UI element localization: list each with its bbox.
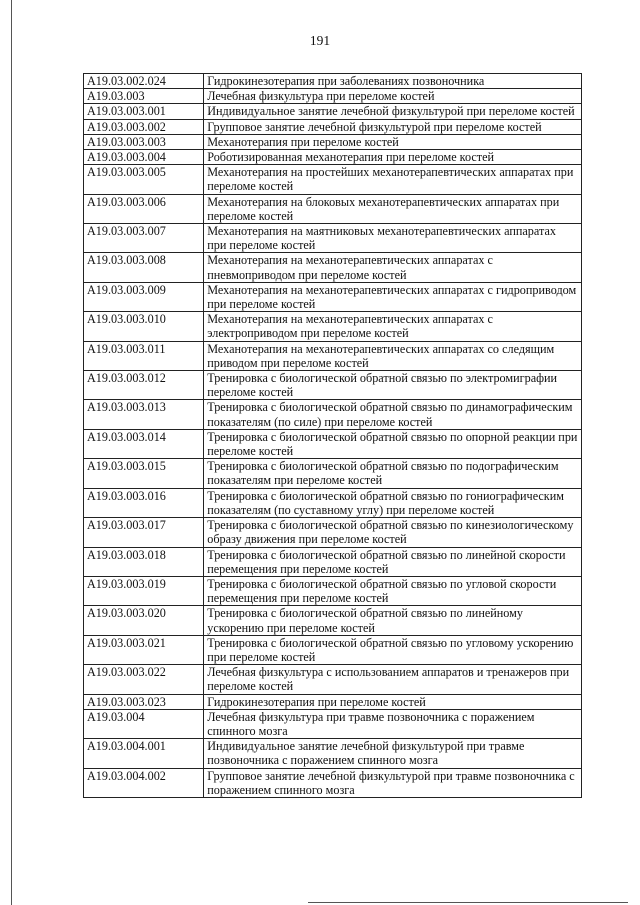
service-code-cell: A19.03.003.016	[84, 488, 204, 517]
table-row	[84, 104, 582, 119]
service-code-cell: A19.03.003.009	[84, 282, 204, 311]
service-code-cell: A19.03.003.018	[84, 547, 204, 576]
table-row	[84, 709, 582, 738]
service-name-cell: Групповое занятие лечебной физкультурой при переломе костей	[204, 119, 582, 134]
table-row	[84, 739, 582, 768]
table-row	[84, 194, 582, 223]
table-row	[84, 312, 582, 341]
service-code-cell: A19.03.003.022	[84, 665, 204, 694]
service-code-cell: A19.03.003.008	[84, 253, 204, 282]
service-name-cell: Тренировка с биологической обратной связью по подографическим показателям при переломе костей	[204, 459, 582, 488]
table-row	[84, 768, 582, 797]
service-name-cell: Роботизированная механотерапия при переломе костей	[204, 150, 582, 165]
service-code-cell: A19.03.003.013	[84, 400, 204, 429]
page-number: 191	[309, 33, 331, 48]
service-code-cell: A19.03.003.014	[84, 429, 204, 458]
table-row	[84, 518, 582, 547]
service-code-cell: A19.03.003.021	[84, 635, 204, 664]
service-name-cell: Гидрокинезотерапия при переломе костей	[204, 694, 582, 709]
table-row	[84, 606, 582, 635]
service-code-cell: A19.03.004.002	[84, 768, 204, 797]
table-row	[84, 665, 582, 694]
service-code-cell: A19.03.004	[84, 709, 204, 738]
service-name-cell: Тренировка с биологической обратной связью по электромиграфии переломе костей	[204, 371, 582, 400]
table-row	[84, 341, 582, 370]
service-code-cell: A19.03.003.023	[84, 694, 204, 709]
scan-left-edge-line	[11, 0, 12, 905]
service-code-cell: A19.03.003.015	[84, 459, 204, 488]
service-code-cell: A19.03.003.019	[84, 576, 204, 605]
service-name-cell: Тренировка с биологической обратной связью по угловому ускорению при переломе костей	[204, 635, 582, 664]
service-name-cell: Механотерапия на механотерапевтических аппаратах с электроприводом при переломе костей	[204, 312, 582, 341]
scan-bottom-edge-line	[308, 902, 628, 903]
table-row	[84, 119, 582, 134]
service-code-cell: A19.03.003.007	[84, 224, 204, 253]
service-name-cell: Механотерапия на механотерапевтических аппаратах с пневмоприводом при переломе костей	[204, 253, 582, 282]
service-name-cell: Тренировка с биологической обратной связью по динамографическим показателям (по силе) при переломе костей	[204, 400, 582, 429]
table-row	[84, 253, 582, 282]
service-code-cell: A19.03.003.010	[84, 312, 204, 341]
service-name-cell: Тренировка с биологической обратной связью по кинезиологическому образу движения при переломе костей	[204, 518, 582, 547]
service-code-cell: A19.03.003.011	[84, 341, 204, 370]
service-name-cell: Механотерапия на блоковых механотерапевтических аппаратах при переломе костей	[204, 194, 582, 223]
service-name-cell: Механотерапия на механотерапевтических аппаратах со следящим приводом при переломе костей	[204, 341, 582, 370]
service-name-cell: Групповое занятие лечебной физкультурой при травме позвоночника с поражением спинного мозга	[204, 768, 582, 797]
table-row	[84, 429, 582, 458]
table-row	[84, 400, 582, 429]
service-code-cell: A19.03.003.017	[84, 518, 204, 547]
service-code-cell: A19.03.003.004	[84, 150, 204, 165]
service-code-cell: A19.03.003.005	[84, 165, 204, 194]
table-row	[84, 459, 582, 488]
table-row	[84, 74, 582, 89]
table-row	[84, 547, 582, 576]
service-name-cell: Тренировка с биологической обратной связью по линейной скорости перемещения при переломе костей	[204, 547, 582, 576]
table-row	[84, 576, 582, 605]
service-name-cell: Тренировка с биологической обратной связью по линейному ускорению при переломе костей	[204, 606, 582, 635]
services-table-body	[84, 74, 582, 798]
service-code-cell: A19.03.003.012	[84, 371, 204, 400]
table-row	[84, 89, 582, 104]
table-row	[84, 165, 582, 194]
service-code-cell: A19.03.003.002	[84, 119, 204, 134]
service-code-cell: A19.03.003	[84, 89, 204, 104]
service-name-cell: Лечебная физкультура при травме позвоночника с поражением спинного мозга	[204, 709, 582, 738]
service-name-cell: Тренировка с биологической обратной связью по угловой скорости перемещения при переломе костей	[204, 576, 582, 605]
table-row	[84, 694, 582, 709]
service-name-cell: Лечебная физкультура с использованием аппаратов и тренажеров при переломе костей	[204, 665, 582, 694]
service-name-cell: Механотерапия на механотерапевтических аппаратах с гидроприводом при переломе костей	[204, 282, 582, 311]
service-code-cell: A19.03.004.001	[84, 739, 204, 768]
service-code-cell: A19.03.003.006	[84, 194, 204, 223]
service-code-cell: A19.03.003.003	[84, 134, 204, 149]
table-row	[84, 371, 582, 400]
service-name-cell: Тренировка с биологической обратной связью по гониографическим показателям (по суставному углу) при переломе костей	[204, 488, 582, 517]
service-code-cell: A19.03.003.001	[84, 104, 204, 119]
table-row	[84, 224, 582, 253]
table-row	[84, 134, 582, 149]
service-name-cell: Индивидуальное занятие лечебной физкультурой при травме позвоночника с поражением спинного мозга	[204, 739, 582, 768]
service-name-cell: Механотерапия при переломе костей	[204, 134, 582, 149]
service-name-cell: Механотерапия на простейших механотерапевтических аппаратах при переломе костей	[204, 165, 582, 194]
service-code-cell: A19.03.002.024	[84, 74, 204, 89]
service-name-cell: Механотерапия на маятниковых механотерапевтических аппаратах при переломе костей	[204, 224, 582, 253]
service-code-cell: A19.03.003.020	[84, 606, 204, 635]
service-name-cell: Тренировка с биологической обратной связью по опорной реакции при переломе костей	[204, 429, 582, 458]
services-table	[83, 73, 582, 798]
table-row	[84, 150, 582, 165]
service-name-cell: Лечебная физкультура при переломе костей	[204, 89, 582, 104]
service-name-cell: Индивидуальное занятие лечебной физкультурой при переломе костей	[204, 104, 582, 119]
table-row	[84, 282, 582, 311]
service-name-cell: Гидрокинезотерапия при заболеваниях позвоночника	[204, 74, 582, 89]
table-row	[84, 488, 582, 517]
table-row	[84, 635, 582, 664]
